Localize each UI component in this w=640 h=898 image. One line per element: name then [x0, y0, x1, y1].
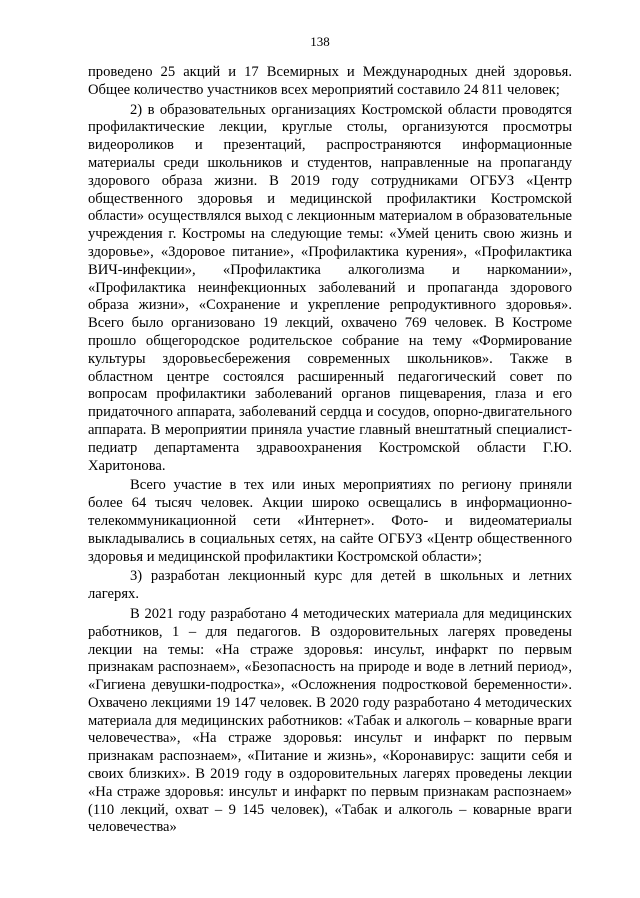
document-body [88, 64, 572, 837]
paragraph: В 2021 году разработано 4 методических материала для медицинских работников, 1 – для педагогов. В оздоровительных лагерях проведены лекции на темы: «На страже здоровья: инсульт, инфаркт по первым признакам распознаем», «Безопасность на природе и воде в летний период», «Гигиена девушки-подростка», «Осложнения подростковой беременности». Охвачено лекциями 19 147 человек. В 2020 году разработано 4 методических материала для медицинских работников: «Табак и алкоголь – коварные враги человечества», «На страже здоровья: инсульт и инфаркт по первым признакам распознаем», «Питание и жизнь», «Коронавирус: защити себя и своих близких». В 2019 году в оздоровительных лагерях проведены лекции «На страже здоровья: инсульт и инфаркт по первым признакам распознаем» (110 лекций, охват – 9 145 человек), «Табак и алкоголь – коварные враги человечества» [88, 605, 572, 836]
page-number: 138 [310, 34, 330, 49]
paragraph: 3) разработан лекционный курс для детей в школьных и летних лагерях. [88, 568, 572, 603]
paragraph: проведено 25 акций и 17 Всемирных и Международных дней здоровья. Общее количество участников всех мероприятий составило 24 811 человек; [88, 64, 572, 98]
paragraph: 2) в образовательных организациях Костромской области проводятся профилактические лекции, круглые столы, организуются просмотры видеороликов и презентаций, распространяются информационные материалы среди школьников и студентов, направленные на пропаганду здорового образа жизни. В 2019 году сотрудниками ОГБУЗ «Центр общественного здоровья и медицинской профилактики Костромской области» осуществлялся выход с лекционным материалом в образовательные учреждения г. Костромы на следующие темы: «Умей ценить свою жизнь и здоровье», «Здоровое питание», «Профилактика курения», «Профилактика ВИЧ-инфекции», «Профилактика алкоголизма и наркомании», «Профилактика неинфекционных заболеваний и пропаганда здорового образа жизни», «Сохранение и укрепление репродуктивного здоровья». Всего было организовано 19 лекций, охвачено 769 человек. В Костроме прошло общегородское родительское собрание на тему «Формирование культуры здоровьесбережения современных школьников». Также в областном центре состоялся расширенный педагогический совет по вопросам профилактики заболеваний органов пищеварения, глаза и его придаточного аппарата, заболеваний сердца и сосудов, опорно-двигательного аппарата. В мероприятии приняла участие главный внештатный специалист-педиатр департамента здравоохранения Костромской области Г.Ю. Харитонова. [88, 101, 572, 474]
paragraph: Всего участие в тех или иных мероприятиях по региону приняли более 64 тысяч человек. Акции широко освещались в информационно-телекоммуникационной сети «Интернет». Фото- и видеоматериалы выкладывались в социальных сетях, на сайте ОГБУЗ «Центр общественного здоровья и медицинской профилактики Костромской области»; [88, 477, 572, 565]
